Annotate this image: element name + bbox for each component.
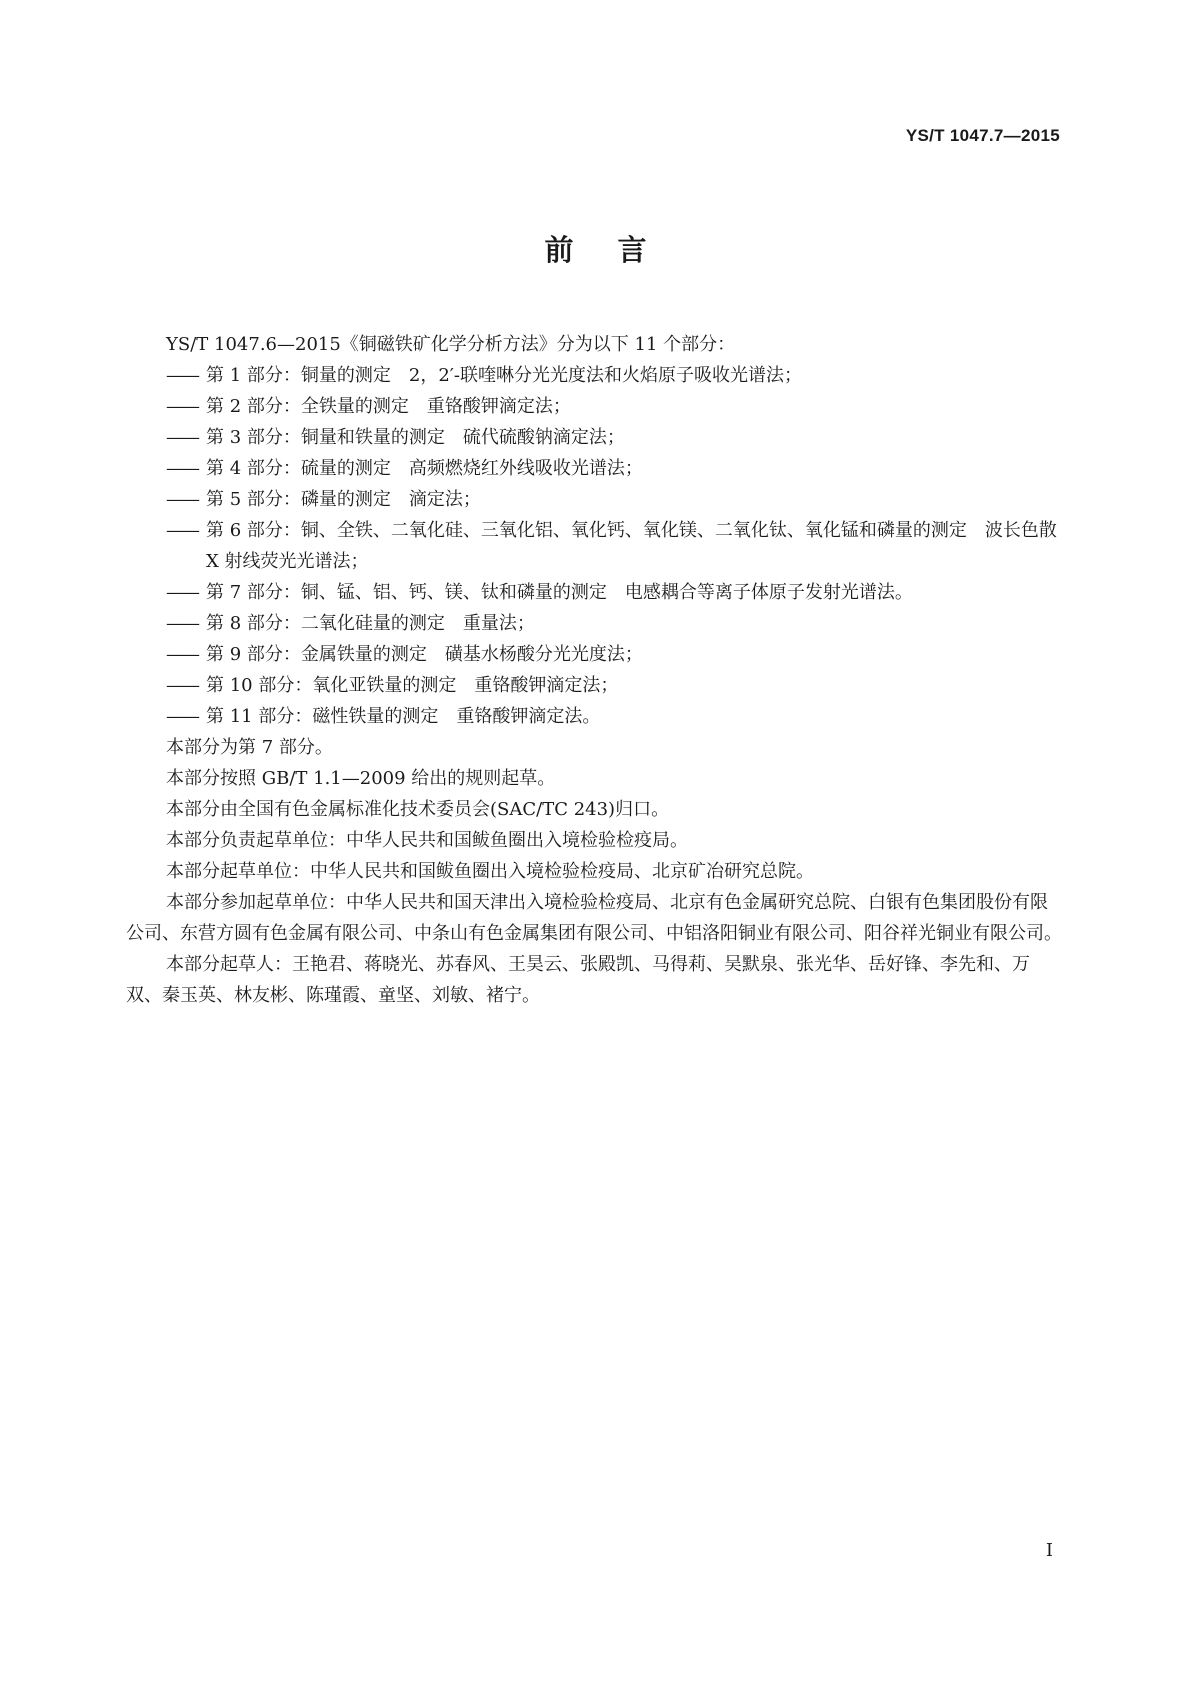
list-item: —— 第 10 部分：氧化亚铁量的测定 重铬酸钾滴定法； (166, 675, 619, 696)
centralized-by-statement: 本部分由全国有色金属标准化技术委员会(SAC/TC 243)归口。 (166, 799, 670, 820)
list-item: —— 第 8 部分：二氧化硅量的测定 重量法； (166, 613, 535, 634)
this-part-statement: 本部分为第 7 部分。 (166, 737, 333, 758)
responsible-unit-statement: 本部分负责起草单位：中华人民共和国鲅鱼圈出入境检验检疫局。 (166, 830, 688, 851)
participating-units-statement: 本部分参加起草单位：中华人民共和国天津出入境检验检疫局、北京有色金属研究总院、白银有色集团股份有限公司、东营方圆有色金属有限公司、中条山有色金属集团有限公司、中铝洛阳铜业有限公司、阳谷祥光铜业有限公司。 (126, 892, 1062, 944)
list-item: —— 第 4 部分：硫量的测定 高频燃烧红外线吸收光谱法； (166, 458, 643, 479)
page-number: I (1045, 1540, 1053, 1561)
list-item: —— 第 7 部分：铜、锰、铝、钙、镁、钛和磷量的测定 电感耦合等离子体原子发射光谱法。 (166, 582, 913, 603)
list-item: —— 第 9 部分：金属铁量的测定 磺基水杨酸分光光度法； (166, 644, 643, 665)
drafting-rules-statement: 本部分按照 GB/T 1.1—2009 给出的规则起草。 (166, 768, 556, 789)
foreword-body (126, 329, 1064, 1011)
list-item: —— 第 1 部分：铜量的测定 2，2′-联喹啉分光光度法和火焰原子吸收光谱法； (166, 365, 802, 386)
page-title: 前言 (544, 233, 691, 267)
drafting-units-statement: 本部分起草单位：中华人民共和国鲅鱼圈出入境检验检疫局、北京矿冶研究总院。 (166, 861, 814, 882)
drafters-statement: 本部分起草人：王艳君、蒋晓光、苏春风、王昊云、张殿凯、马得莉、吴默泉、张光华、岳好锋、李先和、万双、秦玉英、林友彬、陈瑾霞、童坚、刘敏、褚宁。 (126, 954, 1030, 1006)
list-item: —— 第 5 部分：磷量的测定 滴定法； (166, 489, 481, 510)
standard-code: YS/T 1047.7—2015 (905, 126, 1060, 145)
list-item: —— 第 2 部分：全铁量的测定 重铬酸钾滴定法； (166, 396, 571, 417)
list-item: —— 第 6 部分：铜、全铁、二氧化硅、三氧化铝、氧化钙、氧化镁、二氧化钛、氧化锰和磷量的测定 波长色散 X 射线荧光光谱法； (166, 520, 1057, 572)
intro-paragraph: YS/T 1047.6—2015《铜磁铁矿化学分析方法》分为以下 11 个部分： (166, 334, 736, 355)
list-item: —— 第 3 部分：铜量和铁量的测定 硫代硫酸钠滴定法； (166, 427, 625, 448)
parts-list (166, 360, 1064, 732)
list-item: —— 第 11 部分：磁性铁量的测定 重铬酸钾滴定法。 (166, 706, 601, 727)
